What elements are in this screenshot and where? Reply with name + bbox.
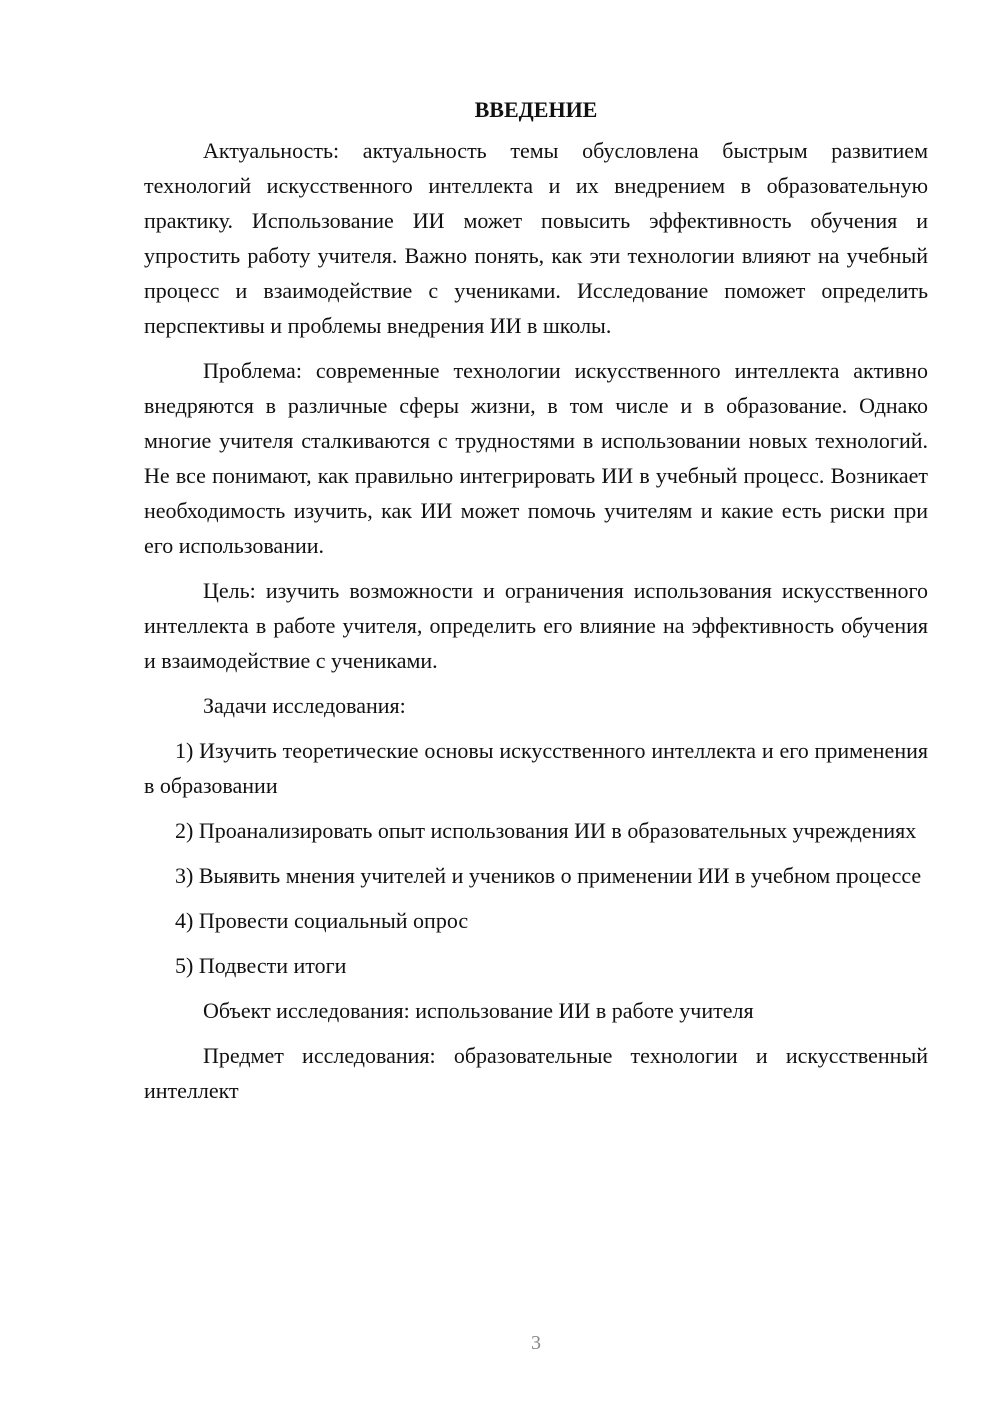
page-title: ВВЕДЕНИЕ [474,97,598,122]
task-item-4: 4) Провести социальный опрос [175,908,469,933]
tasks-heading: Задачи исследования: [203,693,406,718]
paragraph-goal: Цель: изучить возможности и ограничения использования искусственного интеллекта в работе учителя, определить его влияние на эффективность обучения и взаимодействие с учениками. [144,578,928,673]
document-body [144,92,928,1118]
paragraph-problem: Проблема: современные технологии искусственного интеллекта активно внедряются в различные сферы жизни, в том числе и в образование. Однако многие учителя сталкиваются с трудностями в использовании новых технологий. Не все понимают, как правильно интегрировать ИИ в учебный процесс. Возникает необходимость изучить, как ИИ может помочь учителям и какие есть риски при его использовании. [144,358,928,558]
paragraph-object: Объект исследования: использование ИИ в работе учителя [203,998,754,1023]
page-number: 3 [531,1332,541,1354]
task-item-2: 2) Проанализировать опыт использования ИИ в образовательных учреждениях [175,818,917,843]
paragraph-relevance: Актуальность: актуальность темы обусловлена быстрым развитием технологий искусственного интеллекта и их внедрением в образовательную практику. Использование ИИ может повысить эффективность обучения и упростить работу учителя. Важно понять, как эти технологии влияют на учебный процесс и взаимодействие с учениками. Исследование поможет определить перспективы и проблемы внедрения ИИ в школы. [144,138,928,338]
task-item-5: 5) Подвести итоги [175,953,347,978]
paragraph-subject: Предмет исследования: образовательные технологии и искусственный интеллект [144,1043,928,1103]
task-item-3: 3) Выявить мнения учителей и учеников о применении ИИ в учебном процессе [175,863,922,888]
task-item-1: 1) Изучить теоретические основы искусственного интеллекта и его применения в образовании [144,738,928,798]
